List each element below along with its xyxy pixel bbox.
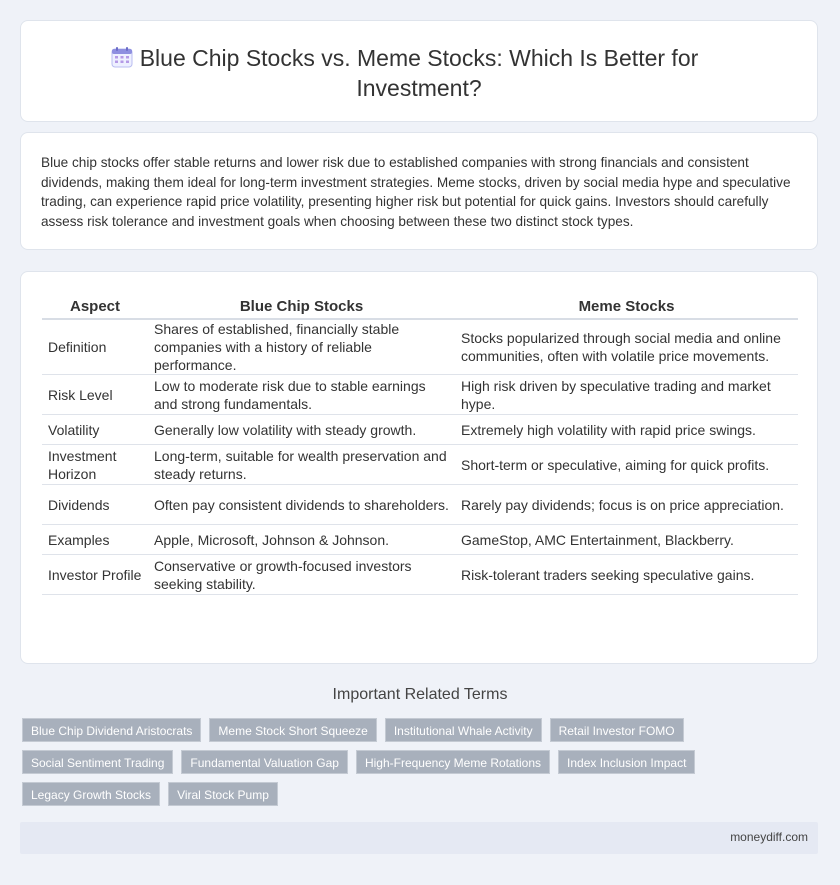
blue-chip-cell: Often pay consistent dividends to shareholders. xyxy=(148,485,455,525)
title-card xyxy=(20,20,818,122)
row-label: Definition xyxy=(42,320,148,375)
related-term-tag[interactable]: Fundamental Valuation Gap xyxy=(181,750,348,774)
related-term-tag[interactable]: Blue Chip Dividend Aristocrats xyxy=(22,718,201,742)
table-row xyxy=(42,415,798,445)
related-term-tag[interactable]: Institutional Whale Activity xyxy=(385,718,542,742)
page-title: Blue Chip Stocks vs. Meme Stocks: Which Is Better for Investment? xyxy=(139,45,699,101)
meme-cell: Rarely pay dividends; focus is on price appreciation. xyxy=(455,485,798,525)
table-row xyxy=(42,445,798,485)
related-term-tag[interactable]: Social Sentiment Trading xyxy=(22,750,173,774)
footer-site: moneydiff.com xyxy=(730,830,808,844)
blue-chip-cell: Conservative or growth-focused investors seeking stability. xyxy=(148,555,455,595)
meme-cell: Risk-tolerant traders seeking speculative gains. xyxy=(455,555,798,595)
meme-cell: Short-term or speculative, aiming for quick profits. xyxy=(455,445,798,485)
table-row xyxy=(42,320,798,375)
row-label: Examples xyxy=(42,525,148,555)
row-label: Investor Profile xyxy=(42,555,148,595)
related-terms-title: Important Related Terms xyxy=(332,686,508,703)
related-term-tag[interactable]: High-Frequency Meme Rotations xyxy=(356,750,550,774)
related-term-tag[interactable]: Viral Stock Pump xyxy=(168,782,278,806)
comparison-table-card xyxy=(20,271,818,664)
meme-cell: High risk driven by speculative trading and market hype. xyxy=(455,375,798,415)
row-label: Dividends xyxy=(42,485,148,525)
column-header-meme: Meme Stocks xyxy=(455,294,798,320)
table-row xyxy=(42,555,798,595)
table-header-row xyxy=(42,294,798,320)
related-terms-list xyxy=(22,718,702,806)
row-label: Risk Level xyxy=(42,375,148,415)
table-row xyxy=(42,375,798,415)
row-label: Investment Horizon xyxy=(42,445,148,485)
blue-chip-cell: Long-term, suitable for wealth preservation and steady returns. xyxy=(148,445,455,485)
comparison-table xyxy=(42,294,798,595)
meme-cell: Stocks popularized through social media and online communities, often with volatile price movements. xyxy=(455,320,798,375)
meme-cell: Extremely high volatility with rapid price swings. xyxy=(455,415,798,445)
related-term-tag[interactable]: Legacy Growth Stocks xyxy=(22,782,160,806)
related-term-tag[interactable]: Meme Stock Short Squeeze xyxy=(209,718,376,742)
related-term-tag[interactable]: Index Inclusion Impact xyxy=(558,750,695,774)
blue-chip-cell: Low to moderate risk due to stable earnings and strong fundamentals. xyxy=(148,375,455,415)
column-header-aspect: Aspect xyxy=(42,294,148,320)
summary-text: Blue chip stocks offer stable returns and lower risk due to established companies with strong financials and consistent dividends, making them ideal for long-term investment strategies. Meme stocks, driven by social media hype and speculative trading, can experience rapid price volatility, presenting higher risk but potential for quick gains. Investors should carefully assess risk tolerance and investment goals when choosing between these two distinct stock types. xyxy=(41,155,791,229)
row-label: Volatility xyxy=(42,415,148,445)
meme-cell: GameStop, AMC Entertainment, Blackberry. xyxy=(455,525,798,555)
related-term-tag[interactable]: Retail Investor FOMO xyxy=(550,718,684,742)
footer xyxy=(20,822,818,854)
blue-chip-cell: Generally low volatility with steady growth. xyxy=(148,415,455,445)
table-row xyxy=(42,485,798,525)
column-header-blue-chip: Blue Chip Stocks xyxy=(148,294,455,320)
blue-chip-cell: Shares of established, financially stable companies with a history of reliable performance. xyxy=(148,320,455,375)
summary-card xyxy=(20,132,818,250)
table-row xyxy=(42,525,798,555)
blue-chip-cell: Apple, Microsoft, Johnson & Johnson. xyxy=(148,525,455,555)
